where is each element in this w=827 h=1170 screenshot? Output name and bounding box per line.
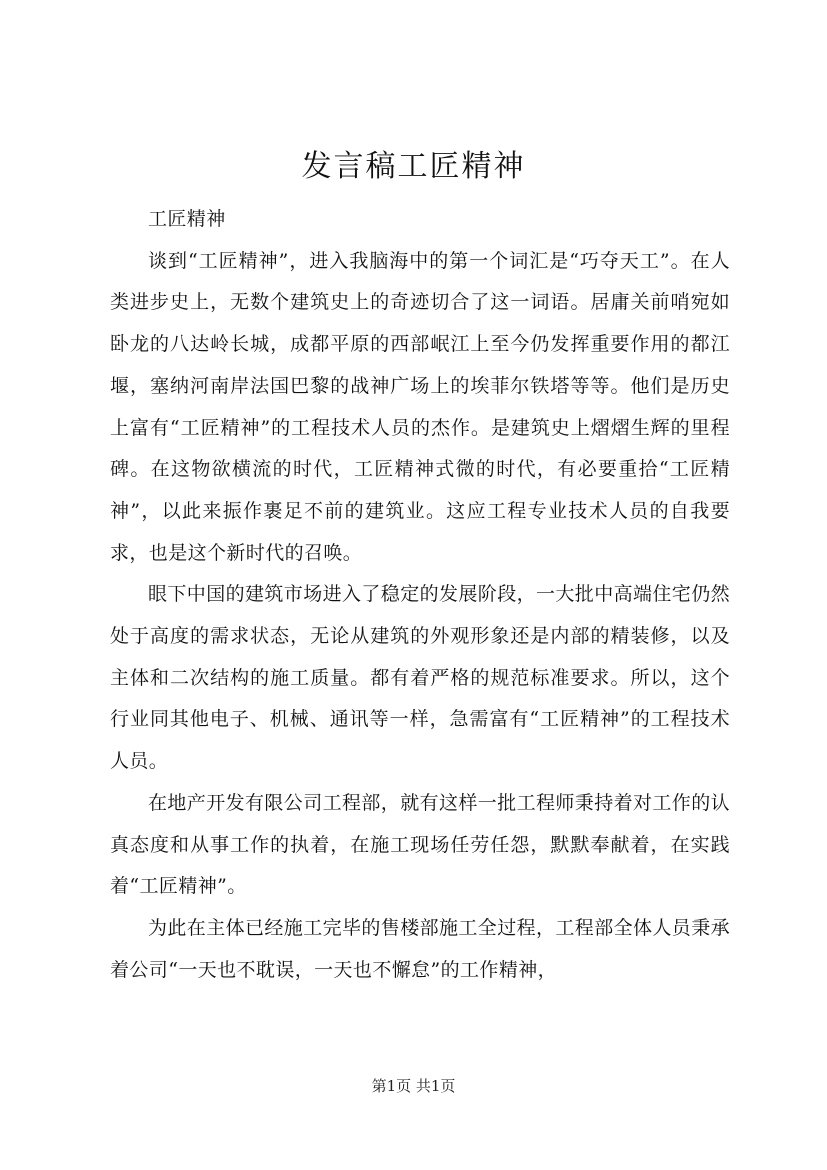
paragraph: 在地产开发有限公司工程部，就有这样一批工程师秉持着对工作的认真态度和从事工作的执着，在施工现场任劳任怨，默默奉献着，在实践着“工匠精神”。 — [110, 791, 731, 898]
page-number-footer: 第1页 共1页 — [371, 1077, 456, 1095]
paragraph-heading: 工匠精神 — [148, 208, 226, 230]
document-body — [110, 199, 730, 991]
paragraph: 眼下中国的建筑市场进入了稳定的发展阶段，一大批中高端住宅仍然处于高度的需求状态，无论从建筑的外观形象还是内部的精装修，以及主体和二次结构的施工质量。都有着严格的规范标准要求。所以，这个行业同其他电子、机械、通讯等一样，急需富有“工匠精神”的工程技术人员。 — [110, 583, 731, 773]
paragraph: 谈到“工匠精神”，进入我脑海中的第一个词汇是“巧夺天工”。在人类进步史上，无数个建筑史上的奇迹切合了这一词语。居庸关前哨宛如卧龙的八达岭长城，成都平原的西部岷江上至今仍发挥重要作用的都江堰，塞纳河南岸法国巴黎的战神广场上的埃菲尔铁塔等等。他们是历史上富有“工匠精神”的工程技术人员的杰作。是建筑史上熠熠生辉的里程碑。在这物欲横流的时代，工匠精神式微的时代，有必要重拾“工匠精神”，以此来振作裹足不前的建筑业。这应工程专业技术人员的自我要求，也是这个新时代的召唤。 — [110, 249, 730, 564]
document-title: 发言稿工匠精神 — [301, 149, 526, 184]
paragraph: 为此在主体已经施工完毕的售楼部施工全过程，工程部全体人员秉承着公司“一天也不耽误，一天也不懈怠”的工作精神， — [110, 916, 731, 981]
